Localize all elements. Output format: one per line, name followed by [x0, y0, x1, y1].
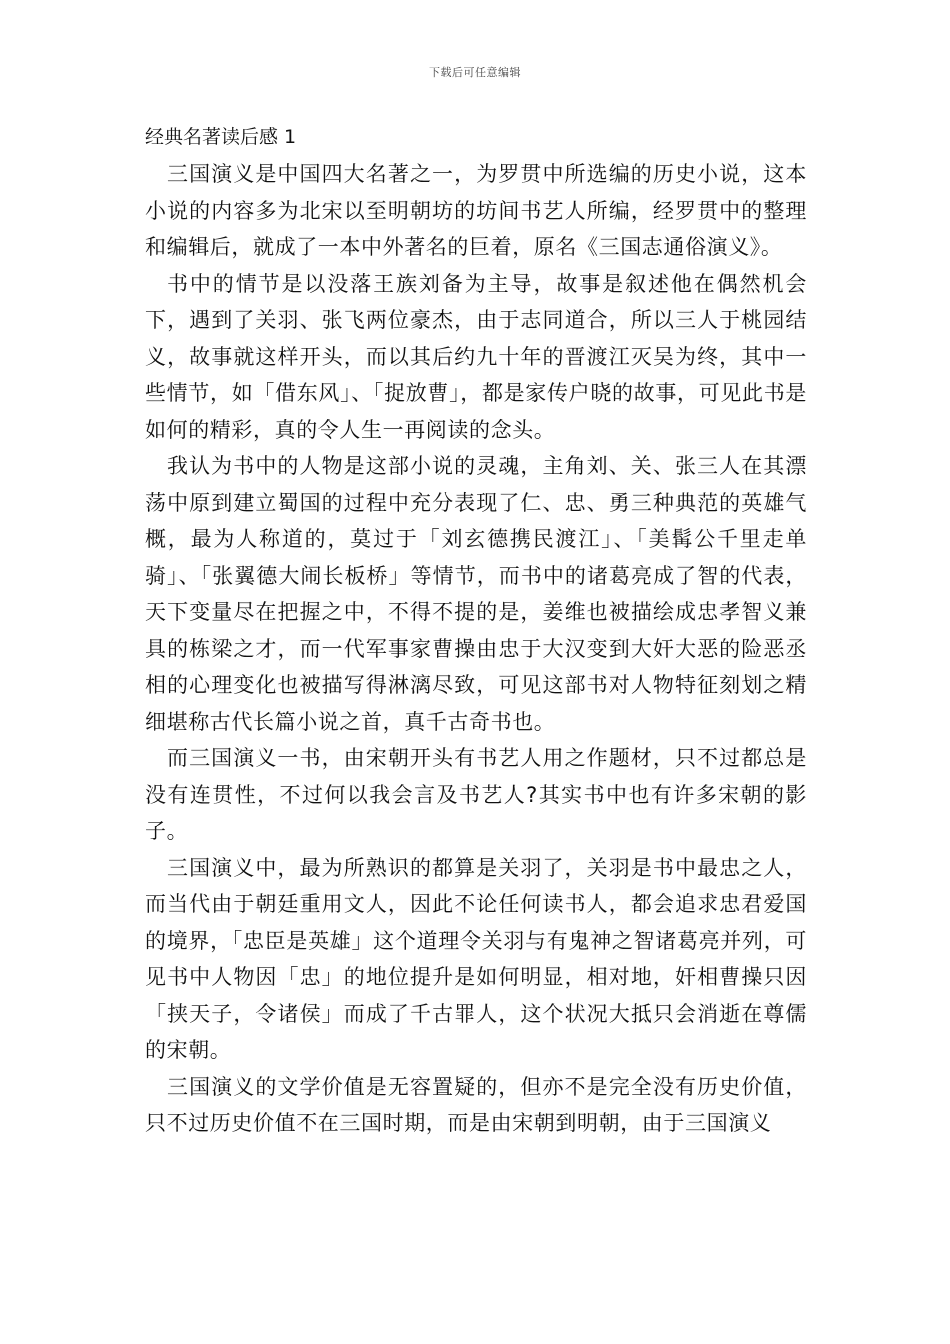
paragraph: 书中的情节是以没落王族刘备为主导，故事是叙述他在偶然机会下，遇到了关羽、张飞两位豪杰，由于志同道合，所以三人于桃园结义，故事就这样开头，而以其后约九十年的晋渡江灭吴为终，其中一些情节，如「借东风」、「捉放曹」，都是家传户晓的故事，可见此书是如何的精彩，真的令人生一再阅读的念头。: [145, 271, 807, 442]
header-note: 下载后可任意编辑: [429, 66, 521, 79]
paragraph: 而三国演义一书，由宋朝开头有书艺人用之作题材，只不过都总是没有连贯性，不过何以我会言及书艺人?其实书中也有许多宋朝的影子。: [145, 746, 807, 843]
document-title: 经典名著读后感 1: [145, 126, 297, 148]
paragraph: 我认为书中的人物是这部小说的灵魂，主角刘、关、张三人在其漂荡中原到建立蜀国的过程中充分表现了仁、忠、勇三种典范的英雄气概，最为人称道的，莫过于「刘玄德携民渡江」、「美髯公千里走单骑」、「张翼德大闹长板桥」等情节，而书中的诸葛亮成了智的代表，天下变量尽在把握之中，不得不提的是，姜维也被描绘成忠孝智义兼具的栋梁之才，而一代军事家曹操由忠于大汉变到大奸大恶的险恶丞相的心理变化也被描写得淋漓尽致，可见这部书对人物特征刻划之精细堪称古代长篇小说之首，真千古奇书也。: [145, 454, 807, 734]
paragraph: 三国演义的文学价值是无容置疑的，但亦不是完全没有历史价值，只不过历史价值不在三国时期，而是由宋朝到明朝，由于三国演义: [145, 1074, 807, 1135]
paragraph: 三国演义是中国四大名著之一，为罗贯中所选编的历史小说，这本小说的内容多为北宋以至明朝坊的坊间书艺人所编，经罗贯中的整理和编辑后，就成了一本中外著名的巨着，原名《三国志通俗演义》。: [145, 162, 807, 259]
paragraph: 三国演义中，最为所熟识的都算是关羽了，关羽是书中最忠之人，而当代由于朝廷重用文人，因此不论任何读书人，都会追求忠君爱国的境界，「忠臣是英雄」这个道理令关羽与有鬼神之智诸葛亮并列，可见书中人物因「忠」的地位提升是如何明显，相对地，奸相曹操只因「挟天子，令诸侯」而成了千古罪人，这个状况大抵只会消逝在尊儒的宋朝。: [145, 855, 807, 1062]
document-body: [145, 156, 807, 1142]
